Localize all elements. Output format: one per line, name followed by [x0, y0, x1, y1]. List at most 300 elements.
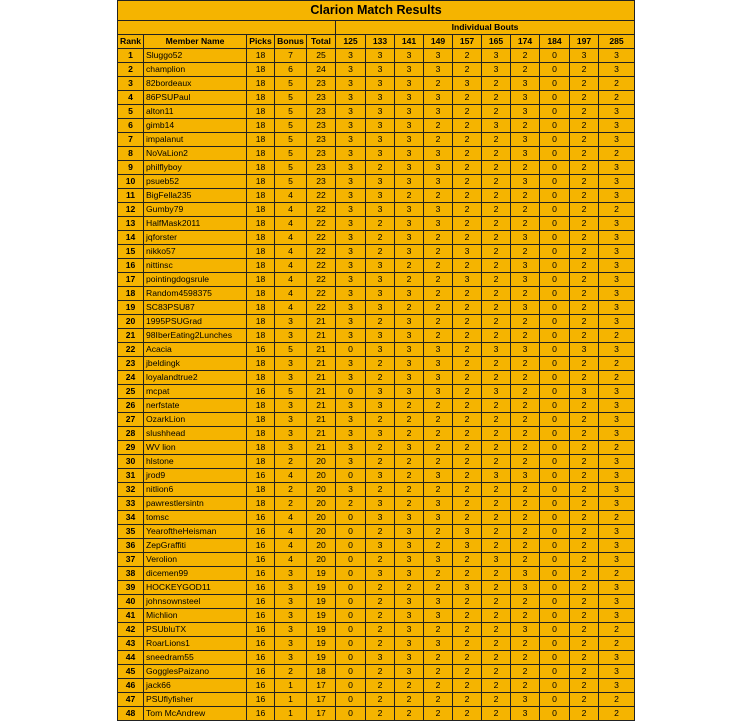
value-cell: 2: [570, 231, 599, 245]
value-cell: 18: [247, 441, 275, 455]
table-row: [118, 49, 635, 63]
value-cell: 5: [275, 161, 307, 175]
member-name-cell: HOCKEYGOD11: [144, 581, 247, 595]
table-body: [118, 49, 635, 721]
rank-cell: 37: [118, 553, 144, 567]
value-cell: 3: [275, 371, 307, 385]
value-cell: 3: [275, 651, 307, 665]
rank-cell: 12: [118, 203, 144, 217]
table-row: [118, 609, 635, 623]
value-cell: 0: [540, 105, 570, 119]
value-cell: 2: [570, 147, 599, 161]
value-cell: 3: [453, 525, 482, 539]
value-cell: 0: [336, 609, 366, 623]
value-cell: 21: [307, 399, 336, 413]
value-cell: 3: [424, 609, 453, 623]
value-cell: 3: [599, 105, 635, 119]
value-cell: 4: [275, 511, 307, 525]
value-cell: 2: [424, 581, 453, 595]
value-cell: 2: [453, 63, 482, 77]
value-cell: 0: [540, 455, 570, 469]
value-cell: 18: [247, 273, 275, 287]
value-cell: 3: [424, 497, 453, 511]
value-cell: 3: [599, 427, 635, 441]
value-cell: 3: [424, 203, 453, 217]
value-cell: 3: [511, 301, 540, 315]
value-cell: 21: [307, 357, 336, 371]
value-cell: 3: [599, 609, 635, 623]
value-cell: 2: [482, 329, 511, 343]
value-cell: 3: [275, 609, 307, 623]
value-cell: 2: [453, 609, 482, 623]
value-cell: 2: [511, 371, 540, 385]
value-cell: 3: [599, 525, 635, 539]
rank-cell: 30: [118, 455, 144, 469]
value-cell: 2: [570, 413, 599, 427]
value-cell: 2: [570, 623, 599, 637]
value-cell: 3: [336, 91, 366, 105]
value-cell: 3: [482, 553, 511, 567]
value-cell: 0: [336, 567, 366, 581]
value-cell: 2: [453, 91, 482, 105]
value-cell: 2: [424, 245, 453, 259]
rank-cell: 31: [118, 469, 144, 483]
value-cell: 3: [395, 133, 424, 147]
value-cell: 4: [275, 469, 307, 483]
rank-cell: 34: [118, 511, 144, 525]
member-name-cell: OzarkLion: [144, 413, 247, 427]
value-cell: 3: [511, 105, 540, 119]
value-cell: 23: [307, 147, 336, 161]
value-cell: 22: [307, 287, 336, 301]
value-cell: 2: [482, 399, 511, 413]
value-cell: 2: [366, 525, 395, 539]
value-cell: 2: [424, 301, 453, 315]
value-cell: 2: [511, 497, 540, 511]
value-cell: 17: [307, 707, 336, 721]
value-cell: 2: [424, 441, 453, 455]
value-cell: 2: [599, 91, 635, 105]
value-cell: 3: [424, 63, 453, 77]
value-cell: 3: [395, 77, 424, 91]
value-cell: 3: [395, 217, 424, 231]
table-row: [118, 595, 635, 609]
value-cell: 0: [540, 315, 570, 329]
value-cell: 0: [540, 637, 570, 651]
member-name-cell: RoarLions1: [144, 637, 247, 651]
value-cell: 2: [482, 539, 511, 553]
value-cell: 3: [395, 511, 424, 525]
value-cell: 3: [424, 49, 453, 63]
value-cell: 3: [599, 217, 635, 231]
value-cell: 2: [482, 315, 511, 329]
value-cell: 2: [424, 259, 453, 273]
value-cell: 3: [336, 175, 366, 189]
value-cell: 2: [511, 483, 540, 497]
rank-cell: 43: [118, 637, 144, 651]
value-cell: 21: [307, 385, 336, 399]
value-cell: 3: [336, 371, 366, 385]
rank-cell: 41: [118, 609, 144, 623]
value-cell: 3: [511, 231, 540, 245]
value-cell: 3: [599, 315, 635, 329]
value-cell: 2: [424, 665, 453, 679]
value-cell: 3: [366, 651, 395, 665]
value-cell: 3: [599, 665, 635, 679]
value-cell: 23: [307, 91, 336, 105]
value-cell: 3: [366, 119, 395, 133]
column-header: 149: [424, 35, 453, 49]
value-cell: 3: [336, 357, 366, 371]
value-cell: 18: [247, 483, 275, 497]
value-cell: 0: [336, 665, 366, 679]
table-row: [118, 161, 635, 175]
value-cell: 20: [307, 497, 336, 511]
value-cell: 3: [424, 105, 453, 119]
value-cell: 2: [453, 413, 482, 427]
value-cell: 3: [395, 161, 424, 175]
column-header: 285: [599, 35, 635, 49]
value-cell: 3: [336, 147, 366, 161]
value-cell: 3: [395, 357, 424, 371]
value-cell: 2: [511, 609, 540, 623]
column-header: 174: [511, 35, 540, 49]
column-header: 197: [570, 35, 599, 49]
table-row: [118, 455, 635, 469]
value-cell: 0: [540, 231, 570, 245]
value-cell: 3: [395, 343, 424, 357]
value-cell: 3: [395, 203, 424, 217]
member-name-cell: pointingdogsrule: [144, 273, 247, 287]
value-cell: 2: [511, 161, 540, 175]
value-cell: 18: [247, 301, 275, 315]
member-name-cell: psueb52: [144, 175, 247, 189]
value-cell: 3: [336, 77, 366, 91]
value-cell: 2: [424, 329, 453, 343]
table-row: [118, 63, 635, 77]
value-cell: 3: [482, 119, 511, 133]
rank-cell: 42: [118, 623, 144, 637]
value-cell: 3: [395, 329, 424, 343]
table-row: [118, 357, 635, 371]
rank-cell: 9: [118, 161, 144, 175]
value-cell: 18: [247, 287, 275, 301]
value-cell: 2: [570, 259, 599, 273]
value-cell: 2: [366, 371, 395, 385]
value-cell: 18: [247, 497, 275, 511]
value-cell: 0: [336, 623, 366, 637]
member-name-cell: ZepGraffiti: [144, 539, 247, 553]
value-cell: 2: [570, 105, 599, 119]
value-cell: 2: [482, 161, 511, 175]
rank-cell: 32: [118, 483, 144, 497]
value-cell: 3: [366, 399, 395, 413]
member-name-cell: jqforster: [144, 231, 247, 245]
value-cell: 3: [366, 329, 395, 343]
value-cell: 3: [395, 553, 424, 567]
value-cell: 2: [366, 315, 395, 329]
value-cell: 2: [453, 553, 482, 567]
member-name-cell: SC83PSU87: [144, 301, 247, 315]
table-row: [118, 105, 635, 119]
value-cell: 3: [395, 287, 424, 301]
value-cell: 2: [482, 693, 511, 707]
value-cell: 2: [395, 483, 424, 497]
member-name-cell: 1995PSUGrad: [144, 315, 247, 329]
value-cell: 2: [599, 693, 635, 707]
value-cell: 3: [511, 77, 540, 91]
value-cell: 2: [424, 273, 453, 287]
rank-cell: 4: [118, 91, 144, 105]
value-cell: 2: [453, 105, 482, 119]
member-name-cell: 86PSUPaul: [144, 91, 247, 105]
table-row: [118, 427, 635, 441]
value-cell: 3: [599, 553, 635, 567]
value-cell: 2: [511, 329, 540, 343]
value-cell: 0: [540, 469, 570, 483]
value-cell: 4: [275, 217, 307, 231]
member-name-cell: Sluggo52: [144, 49, 247, 63]
value-cell: 3: [511, 133, 540, 147]
value-cell: 2: [511, 413, 540, 427]
value-cell: 0: [540, 427, 570, 441]
value-cell: 2: [511, 679, 540, 693]
value-cell: 2: [453, 147, 482, 161]
table-row: [118, 399, 635, 413]
value-cell: 3: [395, 63, 424, 77]
value-cell: 3: [395, 595, 424, 609]
value-cell: 3: [395, 567, 424, 581]
value-cell: 19: [307, 567, 336, 581]
value-cell: 2: [482, 483, 511, 497]
value-cell: 2: [511, 385, 540, 399]
value-cell: 2: [599, 637, 635, 651]
value-cell: 3: [366, 287, 395, 301]
rank-cell: 5: [118, 105, 144, 119]
value-cell: 18: [247, 203, 275, 217]
value-cell: 23: [307, 105, 336, 119]
value-cell: 3: [395, 91, 424, 105]
value-cell: 5: [275, 77, 307, 91]
value-cell: 0: [540, 679, 570, 693]
table-row: [118, 133, 635, 147]
results-table: [117, 0, 635, 721]
value-cell: 3: [395, 105, 424, 119]
column-header: 125: [336, 35, 366, 49]
value-cell: 2: [511, 315, 540, 329]
value-cell: 3: [336, 49, 366, 63]
value-cell: 0: [540, 693, 570, 707]
value-cell: 2: [366, 637, 395, 651]
value-cell: 2: [424, 539, 453, 553]
member-name-cell: johnsownsteel: [144, 595, 247, 609]
value-cell: 3: [336, 427, 366, 441]
value-cell: 2: [424, 427, 453, 441]
value-cell: 2: [570, 455, 599, 469]
value-cell: 2: [275, 455, 307, 469]
value-cell: 2: [570, 175, 599, 189]
value-cell: 4: [275, 539, 307, 553]
member-name-cell: Random4598375: [144, 287, 247, 301]
value-cell: 2: [424, 567, 453, 581]
value-cell: 21: [307, 427, 336, 441]
value-cell: 0: [540, 609, 570, 623]
value-cell: 2: [395, 413, 424, 427]
value-cell: 3: [395, 385, 424, 399]
value-cell: 3: [275, 315, 307, 329]
value-cell: 2: [424, 77, 453, 91]
value-cell: 22: [307, 245, 336, 259]
table-title: Clarion Match Results: [118, 1, 635, 21]
value-cell: 24: [307, 63, 336, 77]
value-cell: 2: [453, 175, 482, 189]
value-cell: 3: [366, 189, 395, 203]
rank-cell: 20: [118, 315, 144, 329]
table-row: [118, 623, 635, 637]
rank-cell: 27: [118, 413, 144, 427]
table-row: [118, 707, 635, 721]
value-cell: 21: [307, 329, 336, 343]
value-cell: 18: [307, 665, 336, 679]
value-cell: 2: [366, 161, 395, 175]
value-cell: 4: [275, 525, 307, 539]
value-cell: 2: [424, 315, 453, 329]
value-cell: 2: [395, 273, 424, 287]
value-cell: 4: [275, 273, 307, 287]
value-cell: 2: [482, 413, 511, 427]
value-cell: 18: [247, 413, 275, 427]
value-cell: 3: [599, 469, 635, 483]
value-cell: 21: [307, 441, 336, 455]
value-cell: 3: [511, 147, 540, 161]
value-cell: 0: [540, 595, 570, 609]
rank-cell: 22: [118, 343, 144, 357]
value-cell: 3: [424, 91, 453, 105]
value-cell: 2: [424, 525, 453, 539]
value-cell: 2: [453, 301, 482, 315]
value-cell: 1: [275, 679, 307, 693]
value-cell: 2: [366, 623, 395, 637]
value-cell: 0: [540, 63, 570, 77]
value-cell: 3: [336, 315, 366, 329]
value-cell: 3: [453, 581, 482, 595]
value-cell: 18: [247, 189, 275, 203]
value-cell: 2: [453, 217, 482, 231]
value-cell: 2: [511, 553, 540, 567]
value-cell: 0: [540, 497, 570, 511]
rank-cell: 8: [118, 147, 144, 161]
value-cell: 16: [247, 707, 275, 721]
value-cell: 21: [307, 343, 336, 357]
value-cell: 2: [453, 651, 482, 665]
value-cell: 16: [247, 343, 275, 357]
value-cell: 18: [247, 161, 275, 175]
rank-cell: 48: [118, 707, 144, 721]
value-cell: 22: [307, 189, 336, 203]
value-cell: 3: [599, 259, 635, 273]
value-cell: 2: [511, 511, 540, 525]
value-cell: 2: [453, 259, 482, 273]
value-cell: 3: [424, 553, 453, 567]
rank-cell: 36: [118, 539, 144, 553]
value-cell: 2: [453, 497, 482, 511]
table-row: [118, 567, 635, 581]
value-cell: 4: [275, 203, 307, 217]
member-name-cell: nittinsc: [144, 259, 247, 273]
value-cell: 2: [366, 231, 395, 245]
value-cell: 2: [511, 525, 540, 539]
table-row: [118, 77, 635, 91]
value-cell: 3: [599, 287, 635, 301]
value-cell: 3: [424, 175, 453, 189]
value-cell: 16: [247, 539, 275, 553]
value-cell: 2: [482, 651, 511, 665]
value-cell: 3: [424, 511, 453, 525]
value-cell: 3: [395, 525, 424, 539]
value-cell: 5: [275, 147, 307, 161]
value-cell: 3: [336, 133, 366, 147]
column-header-row: [118, 35, 635, 49]
value-cell: 3: [366, 343, 395, 357]
value-cell: 2: [482, 189, 511, 203]
value-cell: 3: [336, 413, 366, 427]
value-cell: 16: [247, 511, 275, 525]
value-cell: 2: [482, 679, 511, 693]
value-cell: 2: [424, 623, 453, 637]
member-name-cell: gimb14: [144, 119, 247, 133]
value-cell: 3: [599, 301, 635, 315]
table-row: [118, 413, 635, 427]
table-row: [118, 287, 635, 301]
value-cell: 3: [275, 329, 307, 343]
value-cell: 2: [395, 399, 424, 413]
value-cell: 3: [511, 273, 540, 287]
rank-cell: 25: [118, 385, 144, 399]
value-cell: 0: [336, 707, 366, 721]
value-cell: 3: [482, 385, 511, 399]
rank-cell: 13: [118, 217, 144, 231]
value-cell: 3: [366, 175, 395, 189]
value-cell: 2: [570, 553, 599, 567]
value-cell: 19: [307, 595, 336, 609]
value-cell: 3: [599, 581, 635, 595]
rank-cell: 2: [118, 63, 144, 77]
value-cell: 3: [424, 637, 453, 651]
value-cell: 23: [307, 133, 336, 147]
value-cell: 3: [599, 679, 635, 693]
member-name-cell: jbeldingk: [144, 357, 247, 371]
value-cell: 2: [511, 119, 540, 133]
table-row: [118, 637, 635, 651]
value-cell: 2: [570, 329, 599, 343]
value-cell: 2: [453, 623, 482, 637]
column-header: 184: [540, 35, 570, 49]
value-cell: 16: [247, 385, 275, 399]
value-cell: 2: [453, 679, 482, 693]
value-cell: 2: [482, 441, 511, 455]
value-cell: 2: [453, 119, 482, 133]
value-cell: 2: [395, 259, 424, 273]
value-cell: 2: [570, 651, 599, 665]
value-cell: 2: [482, 525, 511, 539]
value-cell: 0: [540, 77, 570, 91]
value-cell: 3: [336, 203, 366, 217]
value-cell: 0: [336, 693, 366, 707]
value-cell: 1: [275, 693, 307, 707]
value-cell: 2: [511, 455, 540, 469]
value-cell: 3: [366, 133, 395, 147]
value-cell: 2: [570, 539, 599, 553]
